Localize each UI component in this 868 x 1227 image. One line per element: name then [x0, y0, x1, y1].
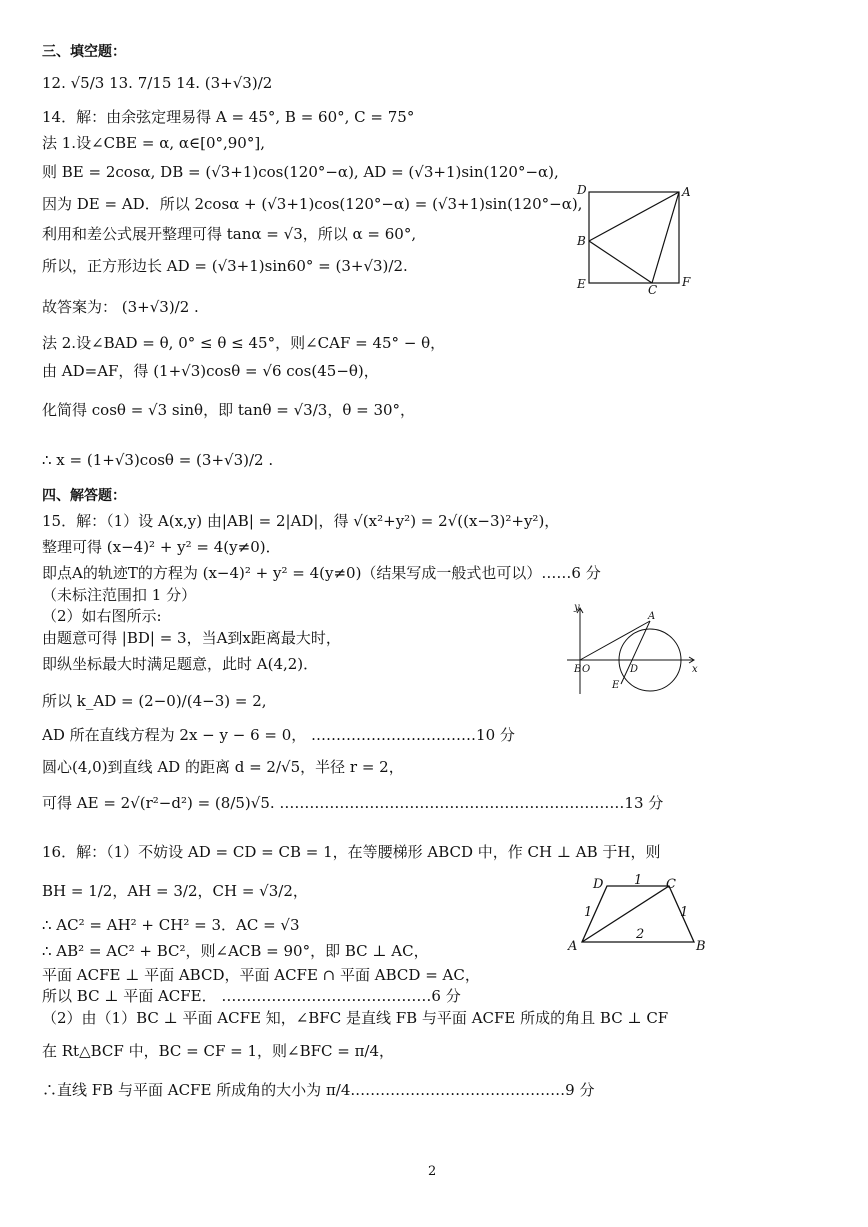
fig2-label-b: B [574, 664, 582, 675]
fig2-label-y: y [574, 602, 580, 613]
fig3-label-a: A [568, 939, 578, 954]
method2-line1: 法 2.设∠BAD = θ, 0° ≤ θ ≤ 45°，则∠CAF = 45° − θ， [42, 334, 446, 352]
fig3-label-d: D [593, 877, 604, 892]
solution-15-slope: 所以 k_AD = (2−0)/(4−3) = 2, [42, 692, 267, 710]
solution-15-part2: （2）如右图所示: [42, 607, 162, 625]
fig2-label-o: O [582, 664, 591, 675]
fig3-label-b: B [696, 939, 706, 954]
method2-line3: 化简得 cosθ = √3 sinθ，即 tanθ = √3/3，θ = 30°， [42, 401, 416, 419]
fig3-label-ad: 1 [584, 905, 593, 920]
solution-15-line-eq: AD 所在直线方程为 2x − y − 6 = 0， ……………………………10 分 [42, 726, 515, 744]
fig3-label-cb: 1 [680, 905, 689, 920]
solution-14-intro: 14．解：由余弦定理易得 A = 45°, B = 60°, C = 75° [42, 108, 415, 126]
method1-line1: 法 1.设∠CBE = α, α∈[0°,90°], [42, 134, 265, 152]
solution-16-line1: 16．解：（1）不妨设 AD = CD = CB = 1，在等腰梯形 ABCD 中，作 CH ⊥ AB 于H，则 [42, 843, 661, 861]
method1-line3: 因为 DE = AD．所以 2cosα + (√3+1)cos(120°−α) = (√3+1)sin(120°−α), [42, 195, 583, 213]
fig1-label-c: C [648, 283, 658, 297]
fig1-label-b: B [577, 234, 586, 248]
solution-15-line5: 即纵坐标最大时满足题意，此时 A(4,2)． [42, 655, 319, 673]
solution-16-line2: BH = 1/2，AH = 3/2，CH = √3/2， [42, 882, 308, 900]
method2-conclusion: ∴ x = (1+√3)cosθ = (3+√3)/2 . [42, 451, 274, 469]
fig2-label-d: D [630, 664, 639, 675]
method1-line2: 则 BE = 2cosα, DB = (√3+1)cos(120°−α), AD = (√3+1)sin(120°−α), [42, 163, 559, 181]
solution-16-line7: 在 Rt△BCF 中，BC = CF = 1，则∠BFC = π/4， [42, 1042, 395, 1060]
page-number: 2 [428, 1164, 437, 1179]
solution-16-line6: 所以 BC ⊥ 平面 ACFE． ……………………………………6 分 [42, 987, 461, 1005]
solution-15-distance: 圆心(4,0)到直线 AD 的距离 d = 2/√5，半径 r = 2， [42, 758, 404, 776]
trapezoid-figure [562, 870, 712, 960]
solution-16-line4: ∴ AB² = AC² + BC²，则∠ACB = 90°，即 BC ⊥ AC， [42, 942, 429, 960]
fig1-label-a: A [682, 185, 691, 199]
solution-15-line3: 即点A的轨迹T的方程为 (x−4)² + y² = 4(y≠0)（结果写成一般式也可以）……6 分 [42, 564, 601, 582]
solution-16-line5: 平面 ACFE ⊥ 平面 ABCD，平面 ACFE ∩ 平面 ABCD = AC， [42, 966, 480, 984]
fig3-label-c: C [666, 877, 676, 892]
solution-15-line4: 由题意可得 |BD| = 3，当A到x距离最大时， [42, 629, 341, 647]
fig3-label-ab: 2 [636, 927, 645, 942]
solution-15-line1: 15．解：（1）设 A(x,y) 由|AB| = 2|AD|，得 √(x²+y²) = 2√((x−3)²+y²)， [42, 512, 560, 530]
fig2-label-e: E [612, 680, 620, 691]
section-heading-solutions: 四、解答题： [42, 488, 126, 504]
circle-coordinate-figure [562, 598, 702, 698]
fig1-label-e: E [577, 277, 586, 291]
solution-15-line2: 整理可得 (x−4)² + y² = 4(y≠0)． [42, 538, 281, 556]
solution-15-note: （未标注范围扣 1 分） [42, 586, 197, 604]
solution-16-line3: ∴ AC² = AH² + CH² = 3．AC = √3 [42, 916, 300, 934]
method1-answer: 故答案为： (3+√3)/2 . [42, 298, 199, 316]
solution-16-conclusion: ∴直线 FB 与平面 ACFE 所成角的大小为 π/4.……………………………………9 分 [42, 1081, 595, 1099]
fig2-label-a: A [648, 611, 656, 622]
answers-12-14: 12. √5/3 13. 7/15 14. (3+√3)/2 [42, 74, 273, 92]
fig1-label-d: D [577, 183, 587, 197]
method1-line4: 利用和差公式展开整理可得 tanα = √3，所以 α = 60°, [42, 225, 417, 243]
fig2-label-x: x [692, 664, 698, 675]
fig1-label-f: F [682, 275, 691, 289]
fig3-label-dc: 1 [634, 873, 643, 888]
square-triangle-figure [570, 180, 700, 300]
method2-line2: 由 AD=AF，得 (1+√3)cosθ = √6 cos(45−θ)， [42, 362, 379, 380]
solution-15-result: 可得 AE = 2√(r²−d²) = (8/5)√5. ……………………………………………………………13 分 [42, 794, 664, 812]
section-heading-fill-blank: 三、填空题： [42, 44, 126, 60]
solution-16-part2: （2）由（1）BC ⊥ 平面 ACFE 知，∠BFC 是直线 FB 与平面 ACFE 所成的角且 BC ⊥ CF [42, 1009, 669, 1027]
method1-line5: 所以，正方形边长 AD = (√3+1)sin60° = (3+√3)/2. [42, 257, 408, 275]
